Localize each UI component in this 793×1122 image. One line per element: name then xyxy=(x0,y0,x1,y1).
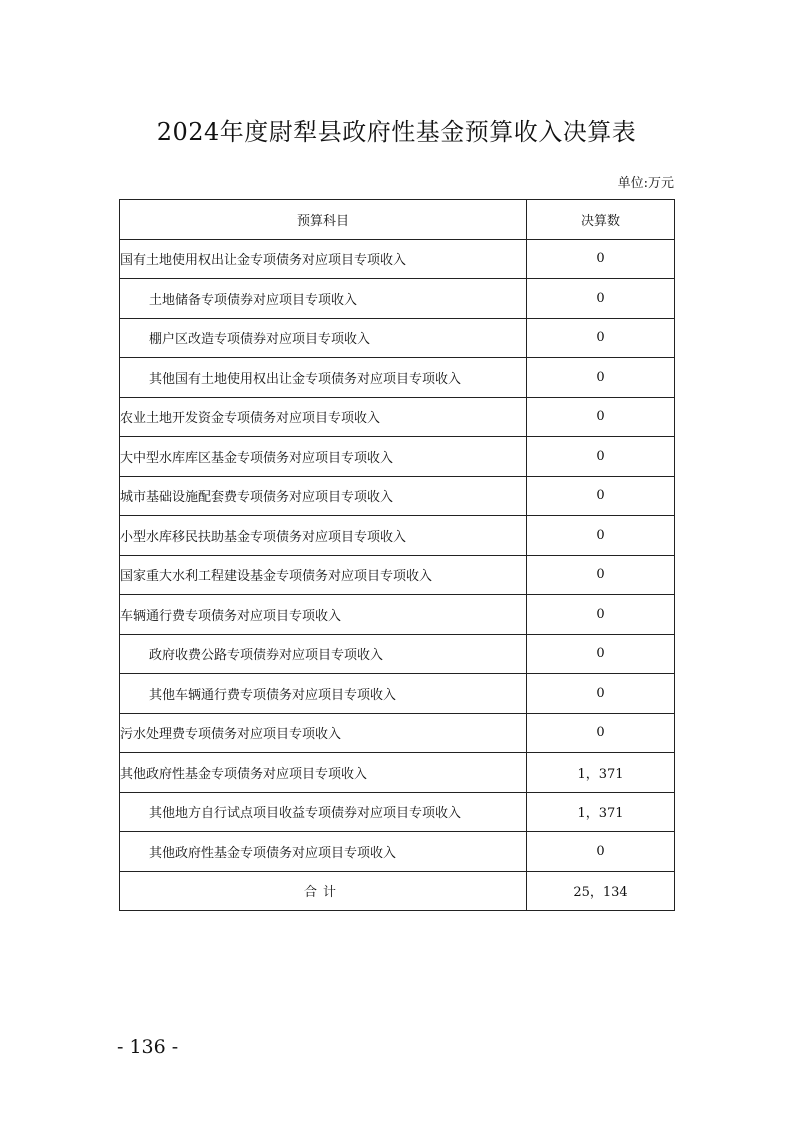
table-row xyxy=(120,674,675,714)
table-row xyxy=(120,634,675,674)
row-amount: 0 xyxy=(527,397,675,437)
row-item-name: 其他国有土地使用权出让金专项债务对应项目专项收入 xyxy=(120,358,527,398)
table-row xyxy=(120,753,675,793)
table-row xyxy=(120,397,675,437)
table-row xyxy=(120,792,675,832)
row-amount: 0 xyxy=(527,358,675,398)
row-amount: 0 xyxy=(527,318,675,358)
table-row xyxy=(120,239,675,279)
row-item-name: 城市基础设施配套费专项债务对应项目专项收入 xyxy=(120,476,527,516)
row-item-name: 大中型水库库区基金专项债务对应项目专项收入 xyxy=(120,437,527,477)
table-row xyxy=(120,476,675,516)
row-item-name: 国有土地使用权出让金专项债务对应项目专项收入 xyxy=(120,239,527,279)
table-row xyxy=(120,318,675,358)
total-row xyxy=(120,871,675,911)
row-item-name: 其他车辆通行费专项债务对应项目专项收入 xyxy=(120,674,527,714)
row-item-name: 小型水库移民扶助基金专项债务对应项目专项收入 xyxy=(120,516,527,556)
row-amount: 0 xyxy=(527,279,675,319)
table-row xyxy=(120,555,675,595)
table-row xyxy=(120,437,675,477)
total-amount: 25，134 xyxy=(527,871,675,911)
row-amount: 0 xyxy=(527,595,675,635)
unit-label: 单位:万元 xyxy=(617,176,674,191)
row-amount: 0 xyxy=(527,713,675,753)
row-amount: 1，371 xyxy=(527,753,675,793)
table-header-row xyxy=(120,200,675,240)
row-item-name: 国家重大水利工程建设基金专项债务对应项目专项收入 xyxy=(120,555,527,595)
table-row xyxy=(120,358,675,398)
header-final-amount: 决算数 xyxy=(527,200,675,240)
row-item-name: 车辆通行费专项债务对应项目专项收入 xyxy=(120,595,527,635)
row-item-name: 政府收费公路专项债券对应项目专项收入 xyxy=(120,634,527,674)
table-row xyxy=(120,713,675,753)
header-budget-item: 预算科目 xyxy=(120,200,527,240)
row-amount: 0 xyxy=(527,674,675,714)
row-amount: 0 xyxy=(527,239,675,279)
page-title: 2024年度尉犁县政府性基金预算收入决算表 xyxy=(156,118,637,146)
page-number: - 136 - xyxy=(117,1036,179,1058)
row-amount: 0 xyxy=(527,634,675,674)
row-item-name: 污水处理费专项债务对应项目专项收入 xyxy=(120,713,527,753)
row-item-name: 其他地方自行试点项目收益专项债券对应项目专项收入 xyxy=(120,792,527,832)
budget-table xyxy=(119,199,675,911)
row-item-name: 其他政府性基金专项债务对应项目专项收入 xyxy=(120,753,527,793)
row-item-name: 其他政府性基金专项债务对应项目专项收入 xyxy=(120,832,527,872)
table-row xyxy=(120,832,675,872)
table-row xyxy=(120,595,675,635)
table-body xyxy=(120,239,675,911)
row-amount: 0 xyxy=(527,437,675,477)
row-amount: 0 xyxy=(527,832,675,872)
row-amount: 0 xyxy=(527,476,675,516)
total-label: 合计 xyxy=(120,871,527,911)
row-item-name: 农业土地开发资金专项债务对应项目专项收入 xyxy=(120,397,527,437)
row-amount: 0 xyxy=(527,516,675,556)
table-row xyxy=(120,279,675,319)
row-amount: 1，371 xyxy=(527,792,675,832)
table-row xyxy=(120,516,675,556)
row-item-name: 棚户区改造专项债券对应项目专项收入 xyxy=(120,318,527,358)
row-item-name: 土地储备专项债券对应项目专项收入 xyxy=(120,279,527,319)
row-amount: 0 xyxy=(527,555,675,595)
